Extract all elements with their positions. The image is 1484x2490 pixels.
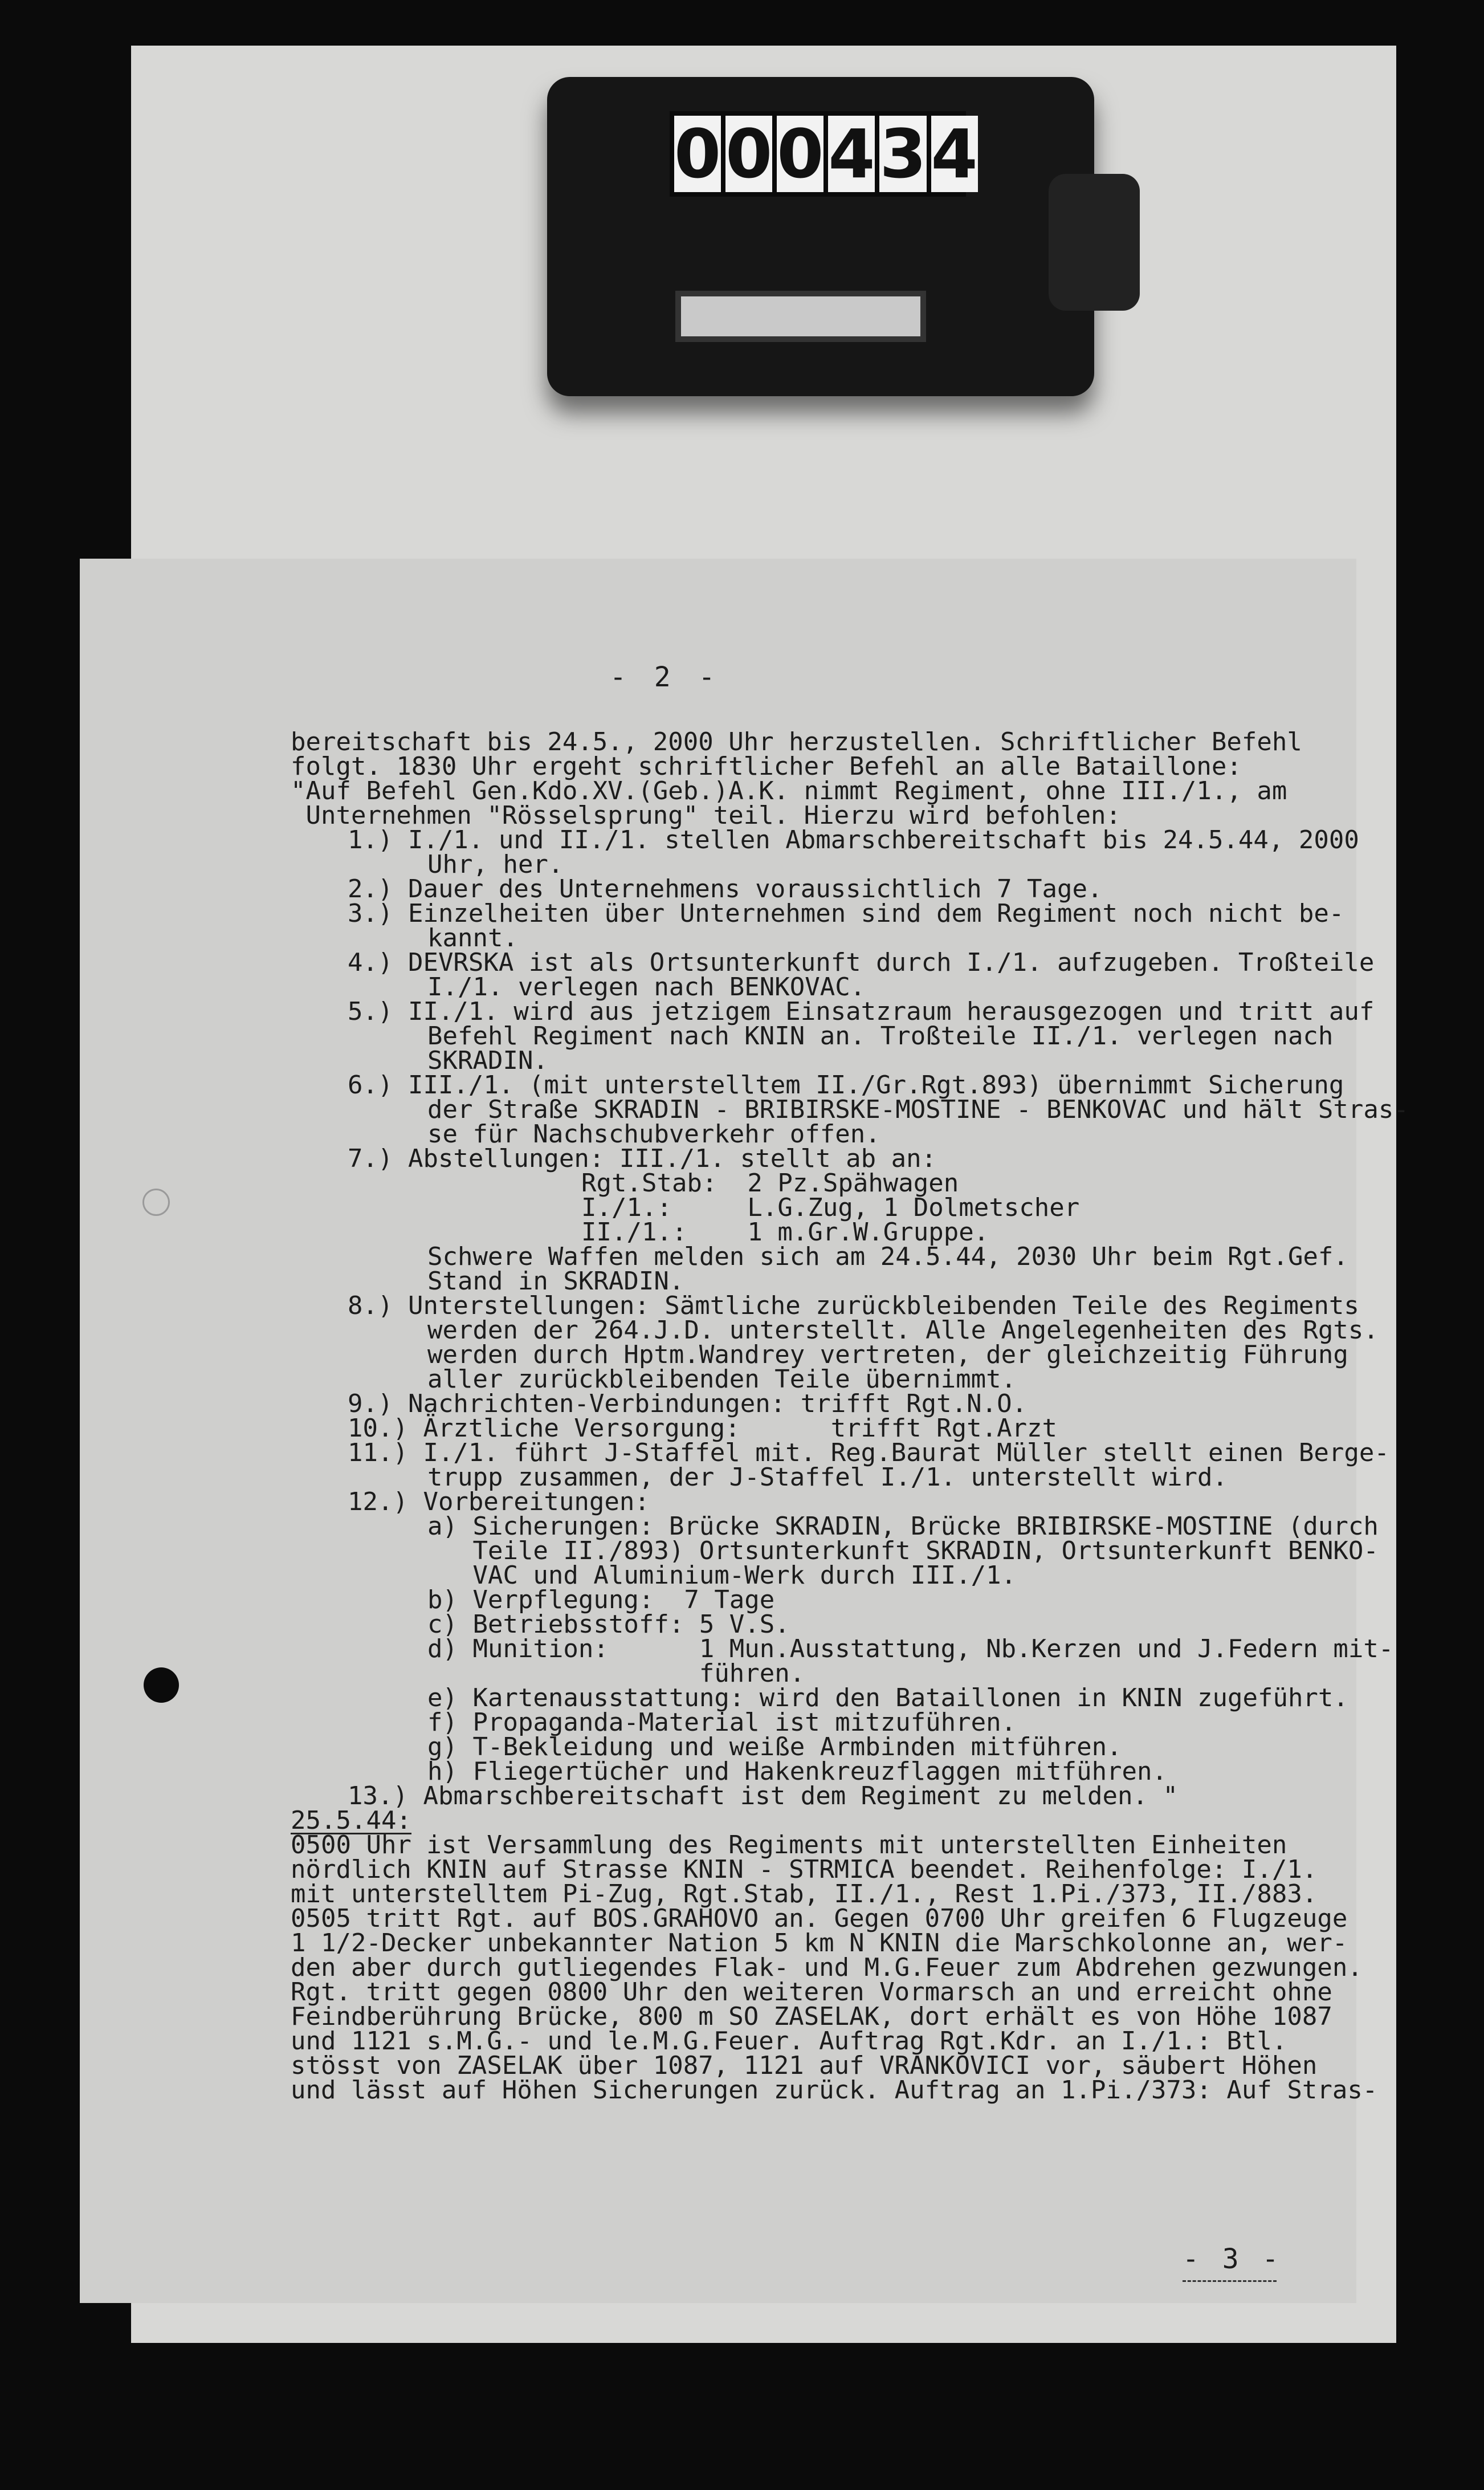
text-line: 12.) Vorbereitungen: xyxy=(348,1487,650,1516)
text-line: kannt. xyxy=(427,923,518,953)
text-line: der Straße SKRADIN - BRIBIRSKE-MOSTINE - BENKOVAC und hält Stras- xyxy=(427,1095,1409,1124)
text-line: f) Propaganda-Material ist mitzuführen. xyxy=(427,1708,1017,1737)
text-line: 6.) III./1. (mit unterstelltem II./Gr.Rgt.893) übernimmt Sicherung xyxy=(348,1071,1344,1100)
text-line: werden durch Hptm.Wandrey vertreten, der gleichzeitig Führung xyxy=(427,1340,1348,1369)
text-line: aller zurückbleibenden Teile übernimmt. xyxy=(427,1365,1017,1394)
counter-digit: 0 xyxy=(725,115,773,193)
text-line: und 1121 s.M.G.- und le.M.G.Feuer. Auftrag Rgt.Kdr. an I./1.: Btl. xyxy=(291,2027,1287,2056)
text-line: SKRADIN. xyxy=(427,1046,548,1075)
text-line: d) Munition: 1 Mun.Ausstattung, Nb.Kerzen und J.Federn mit- xyxy=(427,1634,1394,1663)
text-line: trupp zusammen, der J-Staffel I./1. unterstellt wird. xyxy=(427,1463,1228,1492)
text-line: a) Sicherungen: Brücke SKRADIN, Brücke BRIBIRSKE-MOSTINE (durch xyxy=(427,1512,1379,1541)
text-line: 4.) DEVRSKA ist als Ortsunterkunft durch I./1. aufzugeben. Troßteile xyxy=(348,948,1375,977)
counter-slot xyxy=(675,291,926,342)
text-line: führen. xyxy=(427,1659,805,1688)
next-page-marker: - 3 - xyxy=(1183,2243,1282,2275)
text-line: bereitschaft bis 24.5., 2000 Uhr herzustellen. Schriftlicher Befehl xyxy=(291,727,1302,756)
counter-digit: 3 xyxy=(879,115,927,193)
text-line: I./1. verlegen nach BENKOVAC. xyxy=(427,973,866,1002)
text-line: stösst von ZASELAK über 1087, 1121 auf VRANKOVICI vor, säubert Höhen xyxy=(291,2051,1318,2080)
text-line: 25.5.44: xyxy=(291,1806,411,1835)
text-line: folgt. 1830 Uhr ergeht schriftlicher Befehl an alle Bataillone: xyxy=(291,752,1242,781)
document-body xyxy=(80,559,1409,2303)
text-line: 3.) Einzelheiten über Unternehmen sind dem Regiment noch nicht be- xyxy=(348,899,1344,928)
text-line: I./1.: L.G.Zug, 1 Dolmetscher xyxy=(581,1193,1080,1222)
text-line: h) Fliegertücher und Hakenkreuzflaggen mitführen. xyxy=(427,1757,1168,1786)
punch-hole-upper xyxy=(142,1189,170,1216)
text-line: VAC und Aluminium-Werk durch III./1. xyxy=(427,1561,1017,1590)
text-line: b) Verpflegung: 7 Tage xyxy=(427,1585,775,1614)
text-line: se für Nachschubverkehr offen. xyxy=(427,1120,880,1149)
text-line: nördlich KNIN auf Strasse KNIN - STRMICA beendet. Reihenfolge: I./1. xyxy=(291,1855,1318,1884)
next-page-underline xyxy=(1183,2280,1277,2282)
text-line: Uhr, her. xyxy=(427,850,564,879)
counter-knob xyxy=(1049,174,1140,311)
text-line: Unternehmen "Rösselsprung" teil. Hierzu wird befohlen: xyxy=(291,801,1121,830)
text-line: 11.) I./1. führt J-Staffel mit. Reg.Baurat Müller stellt einen Berge- xyxy=(348,1438,1389,1467)
text-line: e) Kartenausstattung: wird den Bataillonen in KNIN zugeführt. xyxy=(427,1683,1348,1712)
page-number: - 2 - xyxy=(610,661,721,693)
text-line: Teile II./893) Ortsunterkunft SKRADIN, Ortsunterkunft BENKO- xyxy=(427,1536,1379,1565)
text-line: Rgt.Stab: 2 Pz.Spähwagen xyxy=(581,1169,959,1198)
text-line: Stand in SKRADIN. xyxy=(427,1267,684,1296)
text-line: 1.) I./1. und II./1. stellen Abmarschbereitschaft bis 24.5.44, 2000 xyxy=(348,825,1359,855)
text-line: werden der 264.J.D. unterstellt. Alle Angelegenheiten des Rgts. xyxy=(427,1316,1379,1345)
text-line: 7.) Abstellungen: III./1. stellt ab an: xyxy=(348,1144,937,1173)
document-page xyxy=(80,559,1409,2303)
text-line: 13.) Abmarschbereitschaft ist dem Regiment zu melden. " xyxy=(348,1781,1178,1810)
counter-digit: 4 xyxy=(931,115,978,193)
punch-hole-lower xyxy=(144,1667,179,1703)
text-line: 2.) Dauer des Unternehmens voraussichtlich 7 Tage. xyxy=(348,874,1103,904)
text-line: den aber durch gutliegendes Flak- und M.G.Feuer zum Abdrehen gezwungen. xyxy=(291,1953,1363,1982)
text-line: II./1.: 1 m.Gr.W.Gruppe. xyxy=(581,1218,989,1247)
text-line: Rgt. tritt gegen 0800 Uhr den weiteren Vormarsch an und erreicht ohne xyxy=(291,1978,1332,2007)
text-line: 1 1/2-Decker unbekannter Nation 5 km N KNIN die Marschkolonne an, wer- xyxy=(291,1928,1348,1958)
counter-digit: 0 xyxy=(777,115,824,193)
counter-window xyxy=(670,111,978,197)
text-line: 8.) Unterstellungen: Sämtliche zurückbleibenden Teile des Regiments xyxy=(348,1291,1359,1320)
text-line: c) Betriebsstoff: 5 V.S. xyxy=(427,1610,790,1639)
text-line: "Auf Befehl Gen.Kdo.XV.(Geb.)A.K. nimmt Regiment, ohne III./1., am xyxy=(291,776,1287,805)
text-line: mit unterstelltem Pi-Zug, Rgt.Stab, II./1., Rest 1.Pi./373, II./883. xyxy=(291,1879,1318,1909)
text-line: und lässt auf Höhen Sicherungen zurück. Auftrag an 1.Pi./373: Auf Stras- xyxy=(291,2076,1378,2105)
text-line: Schwere Waffen melden sich am 24.5.44, 2030 Uhr beim Rgt.Gef. xyxy=(427,1242,1348,1271)
counter-digit: 4 xyxy=(828,115,875,193)
text-line: 5.) II./1. wird aus jetzigem Einsatzraum herausgezogen und tritt auf xyxy=(348,997,1375,1026)
text-line: 9.) Nachrichten-Verbindungen: trifft Rgt.N.O. xyxy=(348,1389,1028,1418)
text-line: g) T-Bekleidung und weiße Armbinden mitführen. xyxy=(427,1732,1122,1761)
text-line: 0500 Uhr ist Versammlung des Regiments mit unterstellten Einheiten xyxy=(291,1830,1287,1860)
frame-counter xyxy=(547,54,1174,430)
text-line: Feindberührung Brücke, 800 m SO ZASELAK, dort erhält es von Höhe 1087 xyxy=(291,2002,1332,2031)
text-line: Befehl Regiment nach KNIN an. Troßteile II./1. verlegen nach xyxy=(427,1022,1334,1051)
text-line: 0505 tritt Rgt. auf BOS.GRAHOVO an. Gegen 0700 Uhr greifen 6 Flugzeuge xyxy=(291,1904,1348,1933)
text-line: 10.) Ärztliche Versorgung: trifft Rgt.Arzt xyxy=(348,1414,1058,1443)
counter-digit: 0 xyxy=(674,115,721,193)
